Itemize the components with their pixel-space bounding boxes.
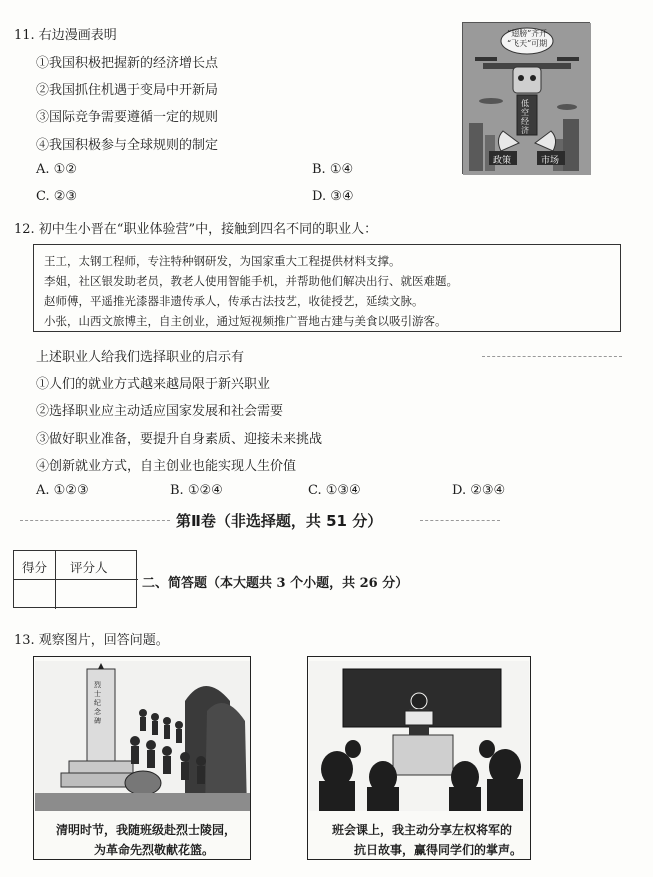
cartoon-left-wing-label: 政策 <box>493 156 512 166</box>
q12-item-2: ②选择职业应主动适应国家发展和社会需要 <box>36 404 284 419</box>
score-table-grader-header: 评分人 <box>70 560 108 575</box>
classroom-illustration <box>309 661 529 811</box>
cartoon-bubble-text: “翅膀”齐开 “飞天”可期 <box>507 29 548 48</box>
cartoon-body-label: 低空经济 <box>521 99 529 135</box>
cemetery-illustration <box>35 661 250 811</box>
q12-item-3: ③做好职业准备，要提升自身素质、迎接未来挑战 <box>36 432 323 447</box>
cartoon-right-wing-label: 市场 <box>541 156 560 166</box>
q13-stem: 13. 观察图片，回答问题。 <box>14 633 169 648</box>
q12-profile-line-4: 小张，山西文旅博主，自主创业，通过短视频推广晋地古建与美食以吸引游客。 <box>44 314 447 328</box>
q12-profile-line-3: 赵师傅，平遥推光漆器非遗传承人，传承古法技艺，收徒授艺，延续文脉。 <box>44 294 424 308</box>
q12-option-d[interactable]: D. ②③④ <box>452 483 506 498</box>
q11-item-3: ③国际竞争需要遵循一定的规则 <box>36 110 219 125</box>
q11-item-4: ④我国积极参与全球规则的制定 <box>36 138 219 153</box>
q12-option-a[interactable]: A. ①②③ <box>36 483 89 498</box>
score-table <box>13 550 137 608</box>
q11-option-a[interactable]: A. ①② <box>36 162 77 177</box>
q12-profile-line-2: 李姐，社区银发助老员，教老人使用智能手机，并帮助他们解决出行、就医难题。 <box>44 274 458 288</box>
q12-option-b[interactable]: B. ①②④ <box>170 483 223 498</box>
q12-item-4: ④创新就业方式，自主创业也能实现人生价值 <box>36 459 297 474</box>
q11-option-b[interactable]: B. ①④ <box>312 162 354 177</box>
monument-text: 烈士纪念碑 <box>94 681 101 725</box>
section-2-subtitle: 二、简答题（本大题共 3 个小题，共 26 分） <box>142 576 409 591</box>
q13-picture-2 <box>307 656 531 860</box>
section-2-title: 第Ⅱ卷（非选择题，共 51 分） <box>176 512 383 530</box>
score-table-score-header: 得分 <box>22 560 48 575</box>
q12-profile-line-1: 王工，太钢工程师，专注特种钢研发，为国家重大工程提供材料支撑。 <box>44 254 401 268</box>
q11-item-1: ①我国积极把握新的经济增长点 <box>36 56 219 71</box>
divider <box>482 356 622 357</box>
q11-item-2: ②我国抓住机遇于变局中开新局 <box>36 83 219 98</box>
q13-pic1-caption-line-2: 为革命先烈敬献花篮。 <box>94 843 215 857</box>
q12-prompt: 上述职业人给我们选择职业的启示有 <box>36 350 245 365</box>
q13-pic2-caption-line-1: 班会课上，我主动分享左权将军的 <box>332 823 513 837</box>
q11-stem: 11. 右边漫画表明 <box>14 28 117 43</box>
q12-stem: 12. 初中生小晋在“职业体验营”中，接触到四名不同的职业人： <box>14 222 378 237</box>
q11-cartoon <box>462 22 590 174</box>
q13-pic1-caption-line-1: 清明时节，我随班级赴烈士陵园， <box>56 823 237 837</box>
q12-item-1: ①人们的就业方式越来越局限于新兴职业 <box>36 377 271 392</box>
section-divider-right <box>420 520 500 521</box>
q13-pic2-caption-line-2: 抗日故事，赢得同学们的掌声。 <box>354 843 523 857</box>
q12-option-c[interactable]: C. ①③④ <box>308 483 361 498</box>
q11-option-d[interactable]: D. ③④ <box>312 189 354 204</box>
q13-picture-1 <box>33 656 251 860</box>
q12-profile-box <box>33 244 621 332</box>
q11-option-c[interactable]: C. ②③ <box>36 189 78 204</box>
section-divider-left <box>20 520 170 521</box>
